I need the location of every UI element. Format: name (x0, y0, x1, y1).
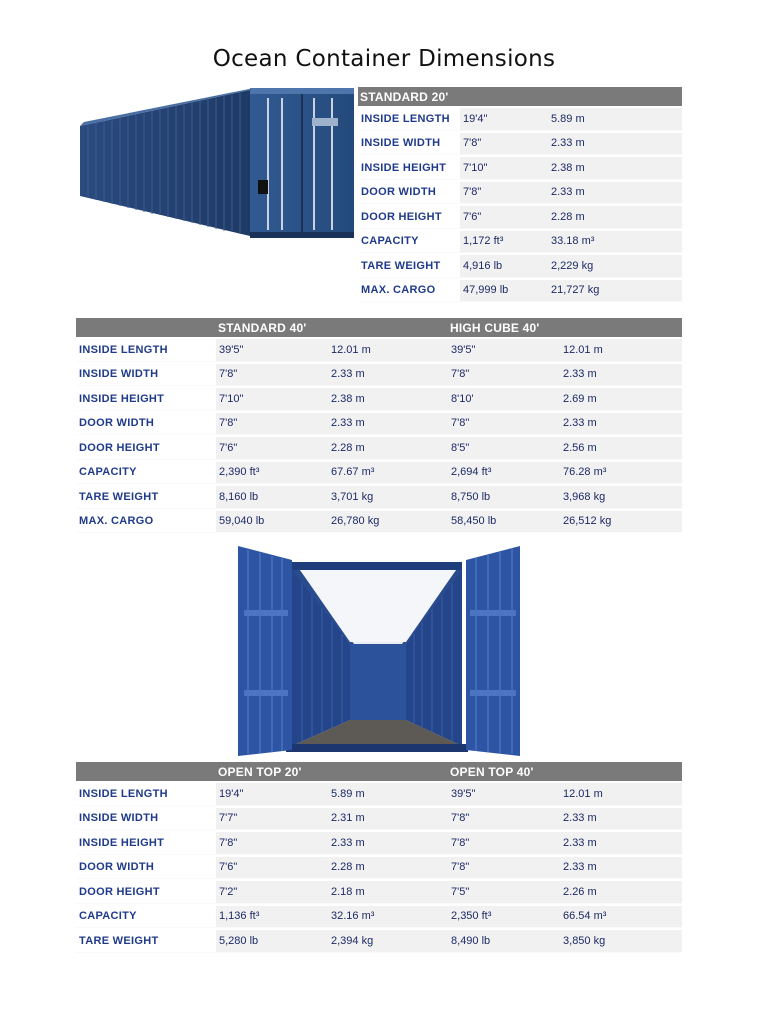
table-row (358, 108, 682, 131)
row-label: DOOR HEIGHT (76, 881, 216, 904)
row-label: DOOR WIDTH (76, 857, 216, 880)
value-b-metric: 3,850 kg (560, 930, 682, 953)
value-a-metric: 2.33 m (328, 364, 448, 387)
table-row (358, 280, 682, 303)
row-label: DOOR HEIGHT (76, 437, 216, 460)
table-row (76, 486, 682, 509)
row-label: INSIDE HEIGHT (76, 832, 216, 855)
value-imperial: 7'6" (460, 206, 548, 229)
row-label: MAX. CARGO (358, 280, 460, 303)
value-metric: 5.89 m (548, 108, 682, 131)
table-row (76, 388, 682, 411)
open-top-container-image (230, 540, 526, 758)
table-row (76, 832, 682, 855)
value-metric: 2.33 m (548, 133, 682, 156)
value-a-imperial: 7'8" (216, 832, 328, 855)
value-a-imperial: 39'5" (216, 339, 328, 362)
value-metric: 2.28 m (548, 206, 682, 229)
standard-20-table (358, 85, 682, 304)
value-a-metric: 3,701 kg (328, 486, 448, 509)
row-label: INSIDE HEIGHT (76, 388, 216, 411)
value-b-imperial: 8,490 lb (448, 930, 560, 953)
row-label: INSIDE WIDTH (358, 133, 460, 156)
value-a-imperial: 7'10" (216, 388, 328, 411)
value-imperial: 1,172 ft³ (460, 231, 548, 254)
table-row (76, 906, 682, 929)
open-top-20-header: OPEN TOP 20' (216, 762, 448, 781)
row-label: TARE WEIGHT (76, 486, 216, 509)
row-label: TARE WEIGHT (358, 255, 460, 278)
value-b-metric: 2.56 m (560, 437, 682, 460)
value-a-metric: 2.28 m (328, 437, 448, 460)
value-a-metric: 2.28 m (328, 857, 448, 880)
header-spacer (76, 762, 216, 781)
table-row (76, 783, 682, 806)
page-title: Ocean Container Dimensions (212, 46, 556, 72)
value-b-imperial: 7'8" (448, 832, 560, 855)
value-b-imperial: 7'5" (448, 881, 560, 904)
value-b-imperial: 7'8" (448, 808, 560, 831)
value-metric: 2.33 m (548, 182, 682, 205)
table-row (76, 511, 682, 534)
closed-container-image (78, 84, 358, 242)
value-a-metric: 2,394 kg (328, 930, 448, 953)
row-label: MAX. CARGO (76, 511, 216, 534)
value-b-metric: 12.01 m (560, 339, 682, 362)
row-label: DOOR WIDTH (358, 182, 460, 205)
table-row (358, 206, 682, 229)
value-b-imperial: 2,350 ft³ (448, 906, 560, 929)
value-a-imperial: 7'7" (216, 808, 328, 831)
value-b-metric: 2.33 m (560, 808, 682, 831)
value-a-imperial: 59,040 lb (216, 511, 328, 534)
table-row (76, 339, 682, 362)
value-a-metric: 2.18 m (328, 881, 448, 904)
value-metric: 2,229 kg (548, 255, 682, 278)
value-b-metric: 66.54 m³ (560, 906, 682, 929)
value-a-metric: 2.33 m (328, 832, 448, 855)
table-row (358, 157, 682, 180)
table-row (76, 881, 682, 904)
value-a-metric: 32.16 m³ (328, 906, 448, 929)
value-a-imperial: 8,160 lb (216, 486, 328, 509)
value-b-metric: 12.01 m (560, 783, 682, 806)
value-b-metric: 76.28 m³ (560, 462, 682, 485)
value-b-imperial: 39'5" (448, 339, 560, 362)
value-b-imperial: 8,750 lb (448, 486, 560, 509)
value-a-metric: 12.01 m (328, 339, 448, 362)
value-a-metric: 2.31 m (328, 808, 448, 831)
value-a-imperial: 7'8" (216, 413, 328, 436)
table-row (76, 413, 682, 436)
row-label: INSIDE LENGTH (358, 108, 460, 131)
table-row (76, 437, 682, 460)
table-row (76, 808, 682, 831)
value-b-metric: 2.33 m (560, 413, 682, 436)
value-b-metric: 2.69 m (560, 388, 682, 411)
value-a-metric: 2.38 m (328, 388, 448, 411)
header-spacer (76, 318, 216, 337)
value-metric: 2.38 m (548, 157, 682, 180)
value-imperial: 47,999 lb (460, 280, 548, 303)
value-a-imperial: 7'6" (216, 437, 328, 460)
row-label: DOOR HEIGHT (358, 206, 460, 229)
row-label: INSIDE HEIGHT (358, 157, 460, 180)
table-row (358, 255, 682, 278)
value-b-imperial: 2,694 ft³ (448, 462, 560, 485)
value-a-imperial: 2,390 ft³ (216, 462, 328, 485)
open-top-40-header: OPEN TOP 40' (448, 762, 682, 781)
value-b-metric: 2.26 m (560, 881, 682, 904)
value-metric: 21,727 kg (548, 280, 682, 303)
value-imperial: 7'8" (460, 182, 548, 205)
value-b-imperial: 58,450 lb (448, 511, 560, 534)
value-b-metric: 2.33 m (560, 364, 682, 387)
row-label: CAPACITY (76, 906, 216, 929)
value-a-imperial: 7'8" (216, 364, 328, 387)
table-row (358, 133, 682, 156)
value-b-imperial: 39'5" (448, 783, 560, 806)
standard-40-header: STANDARD 40' (216, 318, 448, 337)
row-label: CAPACITY (358, 231, 460, 254)
value-b-metric: 2.33 m (560, 857, 682, 880)
value-a-metric: 2.33 m (328, 413, 448, 436)
table-row (358, 182, 682, 205)
value-metric: 33.18 m³ (548, 231, 682, 254)
row-label: DOOR WIDTH (76, 413, 216, 436)
value-b-metric: 3,968 kg (560, 486, 682, 509)
row-label: INSIDE WIDTH (76, 364, 216, 387)
table-row (76, 930, 682, 953)
table-row (358, 231, 682, 254)
value-a-imperial: 1,136 ft³ (216, 906, 328, 929)
value-imperial: 7'10" (460, 157, 548, 180)
row-label: INSIDE LENGTH (76, 783, 216, 806)
value-a-metric: 26,780 kg (328, 511, 448, 534)
value-b-metric: 26,512 kg (560, 511, 682, 534)
row-label: TARE WEIGHT (76, 930, 216, 953)
value-b-imperial: 7'8" (448, 364, 560, 387)
value-a-metric: 5.89 m (328, 783, 448, 806)
value-b-imperial: 7'8" (448, 413, 560, 436)
value-a-metric: 67.67 m³ (328, 462, 448, 485)
table-row (76, 364, 682, 387)
open-top-table (76, 760, 682, 955)
value-b-imperial: 8'10' (448, 388, 560, 411)
row-label: INSIDE WIDTH (76, 808, 216, 831)
row-label: INSIDE LENGTH (76, 339, 216, 362)
value-imperial: 7'8" (460, 133, 548, 156)
high-cube-40-header: HIGH CUBE 40' (448, 318, 682, 337)
value-a-imperial: 7'6" (216, 857, 328, 880)
value-a-imperial: 7'2" (216, 881, 328, 904)
value-imperial: 19'4" (460, 108, 548, 131)
table-row (76, 857, 682, 880)
value-b-imperial: 8'5" (448, 437, 560, 460)
value-b-imperial: 7'8" (448, 857, 560, 880)
standard-40-table (76, 316, 682, 535)
value-a-imperial: 5,280 lb (216, 930, 328, 953)
value-imperial: 4,916 lb (460, 255, 548, 278)
standard-20-header: STANDARD 20' (358, 87, 682, 106)
value-b-metric: 2.33 m (560, 832, 682, 855)
value-a-imperial: 19'4" (216, 783, 328, 806)
table-row (76, 462, 682, 485)
row-label: CAPACITY (76, 462, 216, 485)
